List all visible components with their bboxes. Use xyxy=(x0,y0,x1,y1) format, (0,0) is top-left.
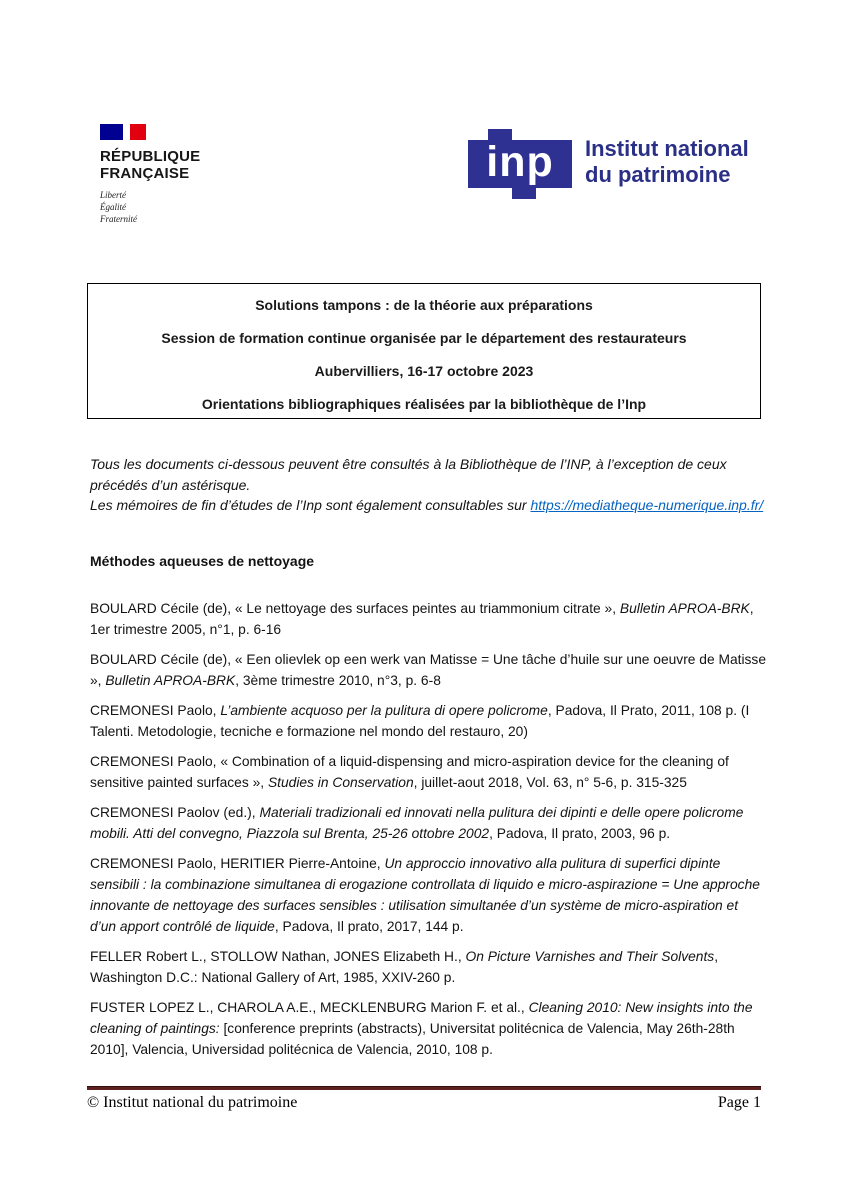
entry-text: [conference preprints (abstracts), Universitat politécnica de Valencia, May 26th-28th 2010], Valencia, Universidad politécnica de Valencia, 2010, 108 p. xyxy=(90,1021,735,1057)
entry-text: CREMONESI Paolo, HERITIER Pierre-Antoine, xyxy=(90,856,385,871)
inp-wordmark-line1: Institut national xyxy=(585,136,749,161)
entry-text: , Padova, Il Prato, 2011, 108 p. (I Talenti. Metodologie, tecniche e formazione nel mondo del restauro, 20) xyxy=(90,703,750,739)
entry-text: FELLER Robert L., STOLLOW Nathan, JONES Elizabeth H., xyxy=(90,949,466,964)
entry-text: , Washington D.C.: National Gallery of Art, 1985, XXIV-260 p. xyxy=(90,949,719,985)
inp-wordmark xyxy=(585,136,805,188)
bibliography-entry xyxy=(90,649,766,691)
intro-sentence-2-text: Les mémoires de fin d’études de l’Inp sont également consultables sur xyxy=(90,497,531,513)
inp-acronym: inp xyxy=(486,138,554,186)
entry-title-italic: L’ambiente acquoso per la pulitura di opere policrome xyxy=(220,703,548,718)
motto-liberte: Liberté xyxy=(100,190,126,200)
republique-title-line2: FRANÇAISE xyxy=(100,165,190,182)
footer-rule xyxy=(87,1086,761,1090)
entry-text: CREMONESI Paolo, « Combination of a liquid-dispensing and micro-aspiration device for the cleaning of sensitive painted surfaces », xyxy=(90,754,729,790)
bibliography-list xyxy=(90,598,766,1069)
republique-title-line1: RÉPUBLIQUE xyxy=(100,148,201,165)
title-line-orientation: Orientations bibliographiques réalisées par la bibliothèque de l’Inp xyxy=(201,396,647,412)
entry-title-italic: Bulletin APROA-BRK xyxy=(105,673,236,688)
entry-text: BOULARD Cécile (de), « Le nettoyage des surfaces peintes au triammonium citrate », xyxy=(90,601,620,616)
footer xyxy=(87,1094,761,1112)
title-line-subject: Solutions tampons : de la théorie aux préparations xyxy=(255,297,593,313)
bibliography-entry xyxy=(90,853,766,937)
section-heading: Méthodes aqueuses de nettoyage xyxy=(90,553,315,569)
title-line-session: Session de formation continue organisée par le département des restaurateurs xyxy=(161,330,687,346)
bibliography-entry xyxy=(90,700,766,742)
flag-red-stripe xyxy=(130,124,146,140)
inp-logo xyxy=(468,128,749,188)
entry-text: CREMONESI Paolov (ed.), xyxy=(90,805,260,820)
entry-text: CREMONESI Paolo, xyxy=(90,703,221,718)
bibliography-entry xyxy=(90,997,766,1060)
bibliography-entry xyxy=(90,802,766,844)
intro-sentence-1: Tous les documents ci-dessous peuvent être consultés à la Bibliothèque de l’INP, à l’exception de ceux précédés d’un astérisque. xyxy=(90,456,727,493)
entry-text: FUSTER LOPEZ L., CHAROLA A.E., MECKLENBURG Marion F. et al., xyxy=(90,1000,529,1015)
republique-motto xyxy=(100,189,230,225)
inp-wordmark-line2: du patrimoine xyxy=(585,162,731,187)
motto-egalite: Égalité xyxy=(100,202,126,212)
entry-title-italic: Studies in Conservation xyxy=(267,775,414,790)
entry-text: , 3ème trimestre 2010, n°3, p. 6-8 xyxy=(235,673,441,688)
intro-sentence-2 xyxy=(90,495,766,516)
flag-white-stripe xyxy=(123,124,130,140)
entry-title-italic: Un approccio innovativo alla pulitura di superfici dipinte sensibili : la combinazione simultanea di erogazione controllata di liquido e micro-aspirazione = Une approche innovante de nettoyage des surfaces sensibles : utilisation simultanée d’un système de micro-aspiration et d’un apport contrôlé de liquide xyxy=(90,856,760,934)
flag-blue-stripe xyxy=(100,124,123,140)
title-box xyxy=(87,283,761,419)
entry-text: , Padova, Il prato, 2003, 96 p. xyxy=(489,826,671,841)
entry-text: , 1er trimestre 2005, n°1, p. 6-16 xyxy=(90,601,754,637)
entry-text: , Padova, Il prato, 2017, 144 p. xyxy=(274,919,464,934)
entry-text: , juillet-aout 2018, Vol. 63, n° 5-6, p. 315-325 xyxy=(413,775,687,790)
bibliography-entry xyxy=(90,946,766,988)
bibliography-entry xyxy=(90,598,766,640)
footer-copyright: © Institut national du patrimoine xyxy=(87,1094,298,1111)
entry-text: BOULARD Cécile (de), « Een olievlek op een werk van Matisse = Une tâche d’huile sur une oeuvre de Matisse », xyxy=(90,652,767,688)
bibliography-entry xyxy=(90,751,766,793)
republique-title xyxy=(100,148,230,182)
footer-page-number: Page 1 xyxy=(717,1094,761,1111)
entry-title-italic: Materiali tradizionali ed innovati nella pulitura dei dipinti e delle opere policrome mobili. Atti del convegno, Piazzola sul Brenta, 25-26 ottobre 2002 xyxy=(90,805,744,841)
entry-title-italic: Cleaning 2010: New insights into the cleaning of paintings: xyxy=(90,1000,753,1036)
inp-logo-block xyxy=(468,140,572,188)
mediatheque-link[interactable]: https://mediatheque-numerique.inp.fr/ xyxy=(530,497,764,513)
entry-title-italic: Bulletin APROA-BRK xyxy=(619,601,750,616)
french-flag-icon xyxy=(100,124,230,141)
intro-note xyxy=(90,454,766,516)
republique-francaise-logo xyxy=(100,124,230,225)
motto-fraternite: Fraternité xyxy=(100,214,137,224)
title-line-date-place: Aubervilliers, 16-17 octobre 2023 xyxy=(314,363,534,379)
entry-title-italic: On Picture Varnishes and Their Solvents xyxy=(465,949,715,964)
